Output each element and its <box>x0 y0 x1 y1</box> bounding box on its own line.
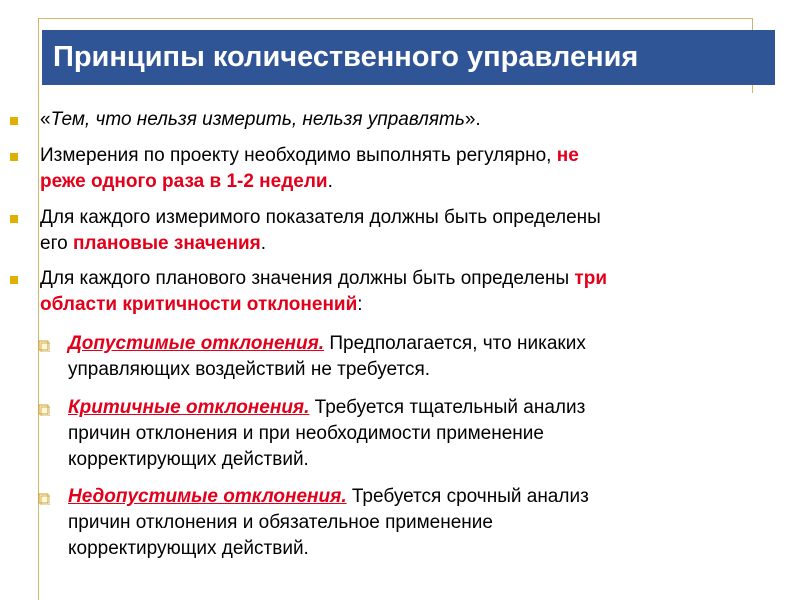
sub-bullet-3-heading: Недопустимые отклонения. <box>68 486 347 507</box>
square-bullet-icon <box>10 276 18 284</box>
bullet-2-line-2 <box>40 169 333 195</box>
bullet-3-line-2 <box>40 231 266 257</box>
sub-bullet-2-line-3: корректирующих действий. <box>68 449 309 470</box>
quote-open: « <box>40 109 51 130</box>
sub-bullet-1-line-1 <box>68 331 586 357</box>
bullet-2-line-1 <box>40 143 579 169</box>
square-bullet-icon <box>10 117 18 125</box>
checkbox-bullet-icon <box>38 404 50 416</box>
quote-close: ». <box>464 109 481 130</box>
sub-bullet-1-text: Предполагается, что никаких <box>324 333 586 354</box>
bullet-3-line-1: Для каждого измеримого показателя должны быть определены <box>40 207 601 228</box>
bullet-3-text: его <box>40 233 73 254</box>
bullet-3-end: . <box>260 233 267 254</box>
square-bullet-icon <box>10 153 18 161</box>
slide-title: Принципы количественного управления <box>53 41 639 73</box>
bullet-4-text: Для каждого планового значения должны быть определены <box>40 268 575 289</box>
bullet-2-text: Измерения по проекту необходимо выполнять регулярно, <box>40 145 557 166</box>
sub-bullet-2-line-1 <box>68 395 585 421</box>
quote-text: Тем, что нельзя измерить, нельзя управлять <box>50 109 465 130</box>
sub-bullet-2-text: Требуется тщательный анализ <box>309 397 586 418</box>
bullet-4-highlight-start: три <box>574 268 607 289</box>
sub-bullet-3-text: Требуется срочный анализ <box>346 486 589 507</box>
bullet-2-highlight-start: не <box>556 145 579 166</box>
checkbox-bullet-icon <box>38 340 50 352</box>
square-bullet-icon <box>10 215 18 223</box>
sub-bullet-1-heading: Допустимые отклонения. <box>68 333 325 354</box>
bullet-2-end: . <box>327 171 333 192</box>
sub-bullet-2-heading: Критичные отклонения. <box>68 397 310 418</box>
checkbox-bullet-icon <box>38 493 50 505</box>
bullet-4-highlight: области критичности отклонений <box>40 294 358 315</box>
bullet-4-end: : <box>357 294 363 315</box>
bullet-4-line-2 <box>40 292 363 318</box>
sub-bullet-3-line-1 <box>68 484 589 510</box>
bullet-4-line-1 <box>40 266 607 292</box>
bullet-1-line <box>40 107 481 133</box>
bullet-2-highlight: реже одного раза в 1-2 недели <box>40 171 328 192</box>
bullet-3-highlight: плановые значения <box>72 233 261 254</box>
sub-bullet-1-line-2: управляющих воздействий не требуется. <box>68 359 431 380</box>
sub-bullet-3-line-3: корректирующих действий. <box>68 538 309 559</box>
sub-bullet-2-line-2: причин отклонения и при необходимости применение <box>68 423 544 444</box>
sub-bullet-3-line-2: причин отклонения и обязательное применение <box>68 512 493 533</box>
